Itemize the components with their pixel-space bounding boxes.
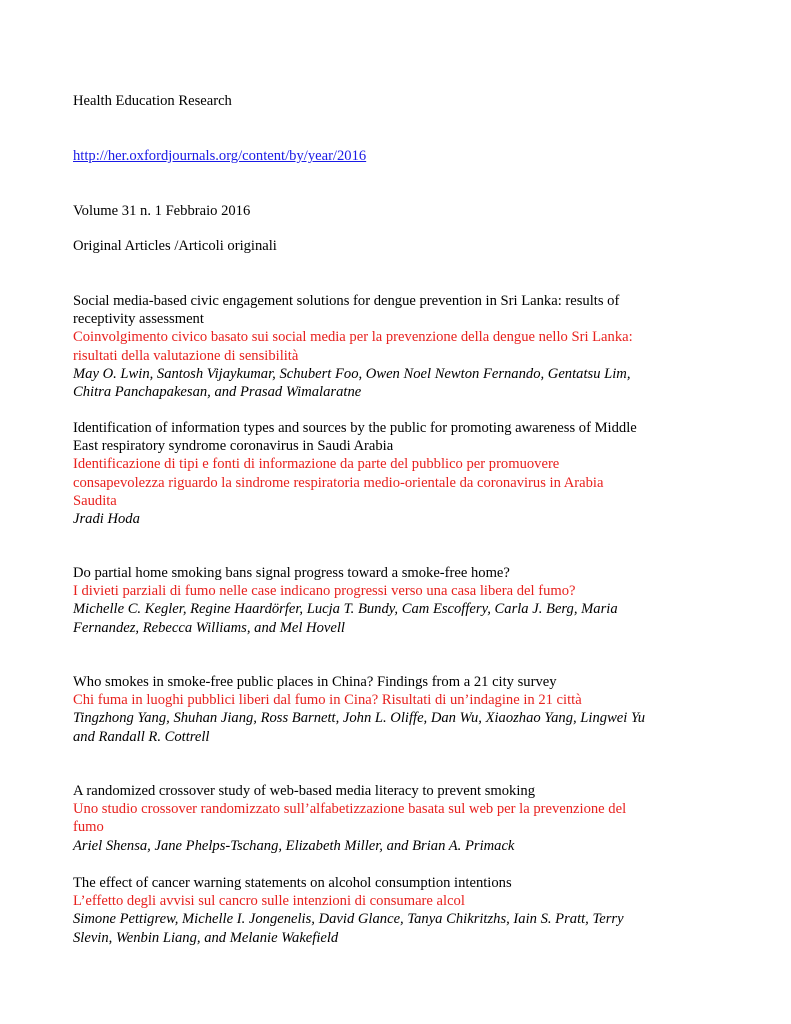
article-authors: May O. Lwin, Santosh Vijaykumar, Schubert Foo, Owen Noel Newton Fernando, Gentatsu Lim, Chitra Panchapakesan, and Prasad Wimalaratne — [73, 365, 631, 401]
article-title-en: Who smokes in smoke-free public places in China? Findings from a 21 city survey — [73, 674, 557, 690]
article-title-it: Uno studio crossover randomizzato sull’alfabetizzazione basata sul web per la prevenzione del fumo — [73, 801, 627, 836]
article-4 — [73, 673, 723, 746]
article-authors: Tingzhong Yang, Shuhan Jiang, Ross Barnett, John L. Oliffe, Dan Wu, Xiaozhao Yang, Lingwei Yu and Randall R. Cottrell — [73, 710, 646, 745]
article-title-en: Identification of information types and sources by the public for promoting awareness of Middle East respiratory syndrome coronavirus in Saudi Arabia — [73, 420, 637, 455]
volume-info: Volume 31 n. 1 Febbraio 2016 — [73, 203, 251, 219]
article-3 — [73, 564, 723, 637]
article-authors: Ariel Shensa, Jane Phelps-Tschang, Elizabeth Miller, and Brian A. Primack — [73, 837, 515, 854]
article-title-it: L’effetto degli avvisi sul cancro sulle intenzioni di consumare alcol — [73, 893, 465, 910]
article-authors: Jradi Hoda — [73, 511, 140, 528]
article-title-it: Chi fuma in luoghi pubblici liberi dal fumo in Cina? Risultati di un’indagine in 21 città — [73, 692, 582, 709]
article-title-en: A randomized crossover study of web-based media literacy to prevent smoking — [73, 783, 536, 799]
article-5 — [73, 782, 723, 855]
article-1 — [73, 292, 723, 401]
section-heading: Original Articles /Articoli originali — [73, 238, 277, 254]
article-6 — [73, 874, 723, 947]
article-title-it: I divieti parziali di fumo nelle case indicano progressi verso una casa libera del fumo? — [73, 583, 576, 600]
article-authors: Simone Pettigrew, Michelle I. Jongenelis, David Glance, Tanya Chikritzhs, Iain S. Pratt, Terry Slevin, Wenbin Liang, and Melanie Wakefield — [73, 911, 624, 946]
article-title-en: Social media-based civic engagement solutions for dengue prevention in Sri Lanka: results of receptivity assessment — [73, 293, 620, 328]
article-authors: Michelle C. Kegler, Regine Haardörfer, Lucja T. Bundy, Cam Escoffery, Carla J. Berg, Maria Fernandez, Rebecca Williams, and Mel Hovell — [73, 601, 618, 636]
article-2 — [73, 419, 723, 528]
journal-url-link[interactable]: http://her.oxfordjournals.org/content/by/year/2016 — [73, 148, 367, 164]
article-title-it: Coinvolgimento civico basato sui social media per la prevenzione della dengue nello Sri Lanka: risultati della valutazione di sensibilità — [73, 329, 633, 364]
journal-title: Health Education Research — [73, 93, 232, 109]
article-title-en: Do partial home smoking bans signal progress toward a smoke-free home? — [73, 565, 510, 581]
article-title-en: The effect of cancer warning statements on alcohol consumption intentions — [73, 875, 512, 891]
article-title-it: Identificazione di tipi e fonti di informazione da parte del pubblico per promuovere consapevolezza riguardo la sindrome respiratoria medio-orientale da coronavirus in Arabia Saudita — [73, 456, 604, 509]
